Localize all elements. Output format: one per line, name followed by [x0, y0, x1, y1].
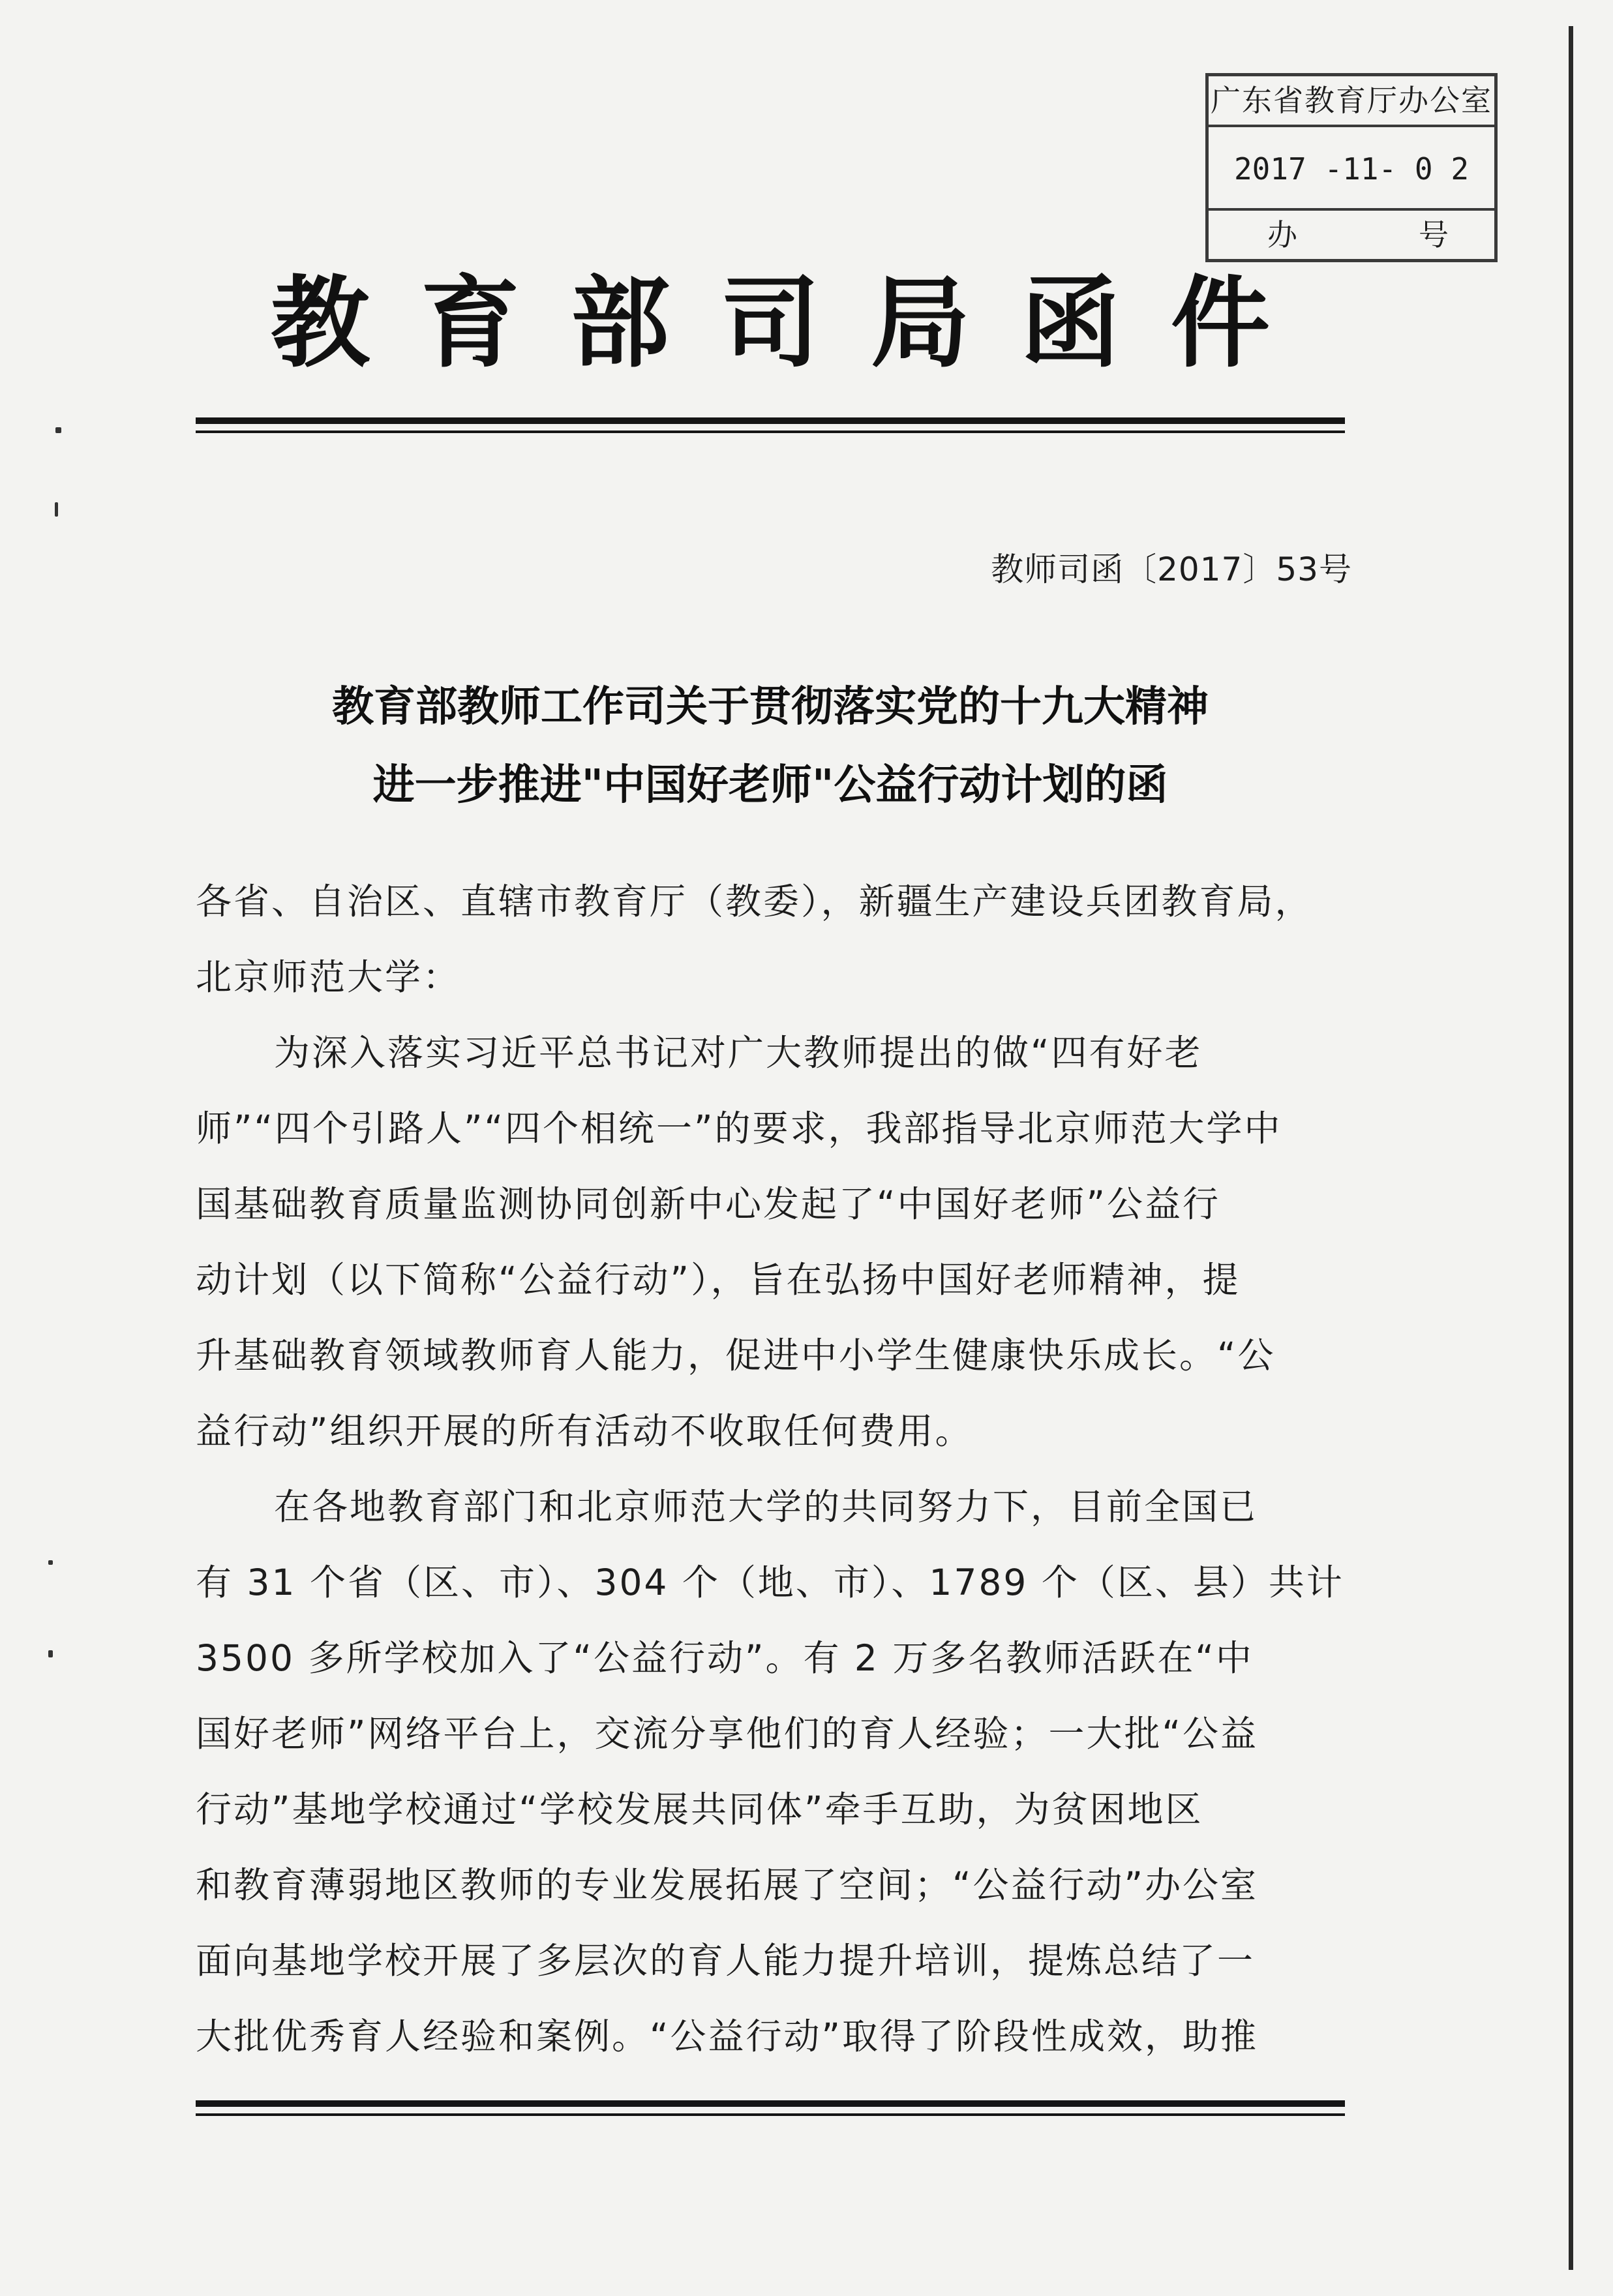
stamp-hao-label: 号: [1419, 217, 1449, 252]
body-line: 3500 多所学校加入了“公益行动”。有 2 万多名教师活跃在“中: [196, 1637, 1254, 1679]
footer-rule-thin: [196, 2113, 1345, 2116]
body-line: 师”“四个引路人”“四个相统一”的要求，我部指导北京师范大学中: [196, 1108, 1282, 1149]
body-line: 面向基地学校开展了多层次的育人能力提升培训，提炼总结了一: [196, 1940, 1256, 1982]
stamp-date: 2017 -11- 0 2: [1209, 127, 1494, 211]
body-line: 有 31 个省（区、市）、304 个（地、市）、1789 个（区、县）共计: [196, 1562, 1344, 1603]
body-line: 为深入落实习近平总书记对广大教师提出的做“四有好老: [274, 1032, 1203, 1074]
body-line: 在各地教育部门和北京师范大学的共同努力下，目前全国已: [274, 1486, 1258, 1528]
document-body: [196, 864, 1389, 2074]
scan-edge-shadow: [1569, 26, 1573, 2270]
margin-dot: [55, 427, 61, 433]
margin-dot: [48, 1560, 53, 1565]
body-line: 国好老师”网络平台上，交流分享他们的育人经验；一大批“公益: [196, 1713, 1258, 1755]
margin-tick: [55, 502, 58, 517]
body-line: 升基础教育领域教师育人能力，促进中小学生健康快乐成长。“公: [196, 1335, 1276, 1376]
body-line: 北京师范大学：: [196, 956, 461, 998]
body-line: 动计划（以下简称“公益行动”），旨在弘扬中国好老师精神，提: [196, 1259, 1241, 1301]
body-line: 国基础教育质量监测协同创新中心发起了“中国好老师”公益行: [196, 1183, 1220, 1225]
margin-dot: [48, 1650, 53, 1657]
masthead-rule-thin: [196, 430, 1345, 433]
masthead-rule-thick: [196, 417, 1345, 424]
document-number: 教师司函〔2017〕53号: [991, 551, 1352, 588]
stamp-organization: 广东省教育厅办公室: [1209, 76, 1494, 127]
received-stamp: [1205, 73, 1498, 262]
document-title-line-2: 进一步推进"中国好老师"公益行动计划的函: [372, 761, 1168, 809]
stamp-bottom-row: [1209, 211, 1494, 259]
masthead-title: 教育部司局函件: [271, 264, 1321, 381]
body-line: 和教育薄弱地区教师的专业发展拓展了空间；“公益行动”办公室: [196, 1864, 1258, 1906]
body-line: 益行动”组织开展的所有活动不收取任何费用。: [196, 1410, 973, 1452]
document-title-line-1: 教育部教师工作司关于贯彻落实党的十九大精神: [332, 683, 1209, 731]
stamp-ban-label: 办: [1267, 217, 1297, 252]
body-line: 各省、自治区、直辖市教育厅（教委），新疆生产建设兵团教育局，: [196, 881, 1313, 922]
body-line: 行动”基地学校通过“学校发展共同体”牵手互助，为贫困地区: [196, 1789, 1203, 1830]
body-line: 大批优秀育人经验和案例。“公益行动”取得了阶段性成效，助推: [196, 2016, 1258, 2057]
footer-rule-thick: [196, 2100, 1345, 2107]
